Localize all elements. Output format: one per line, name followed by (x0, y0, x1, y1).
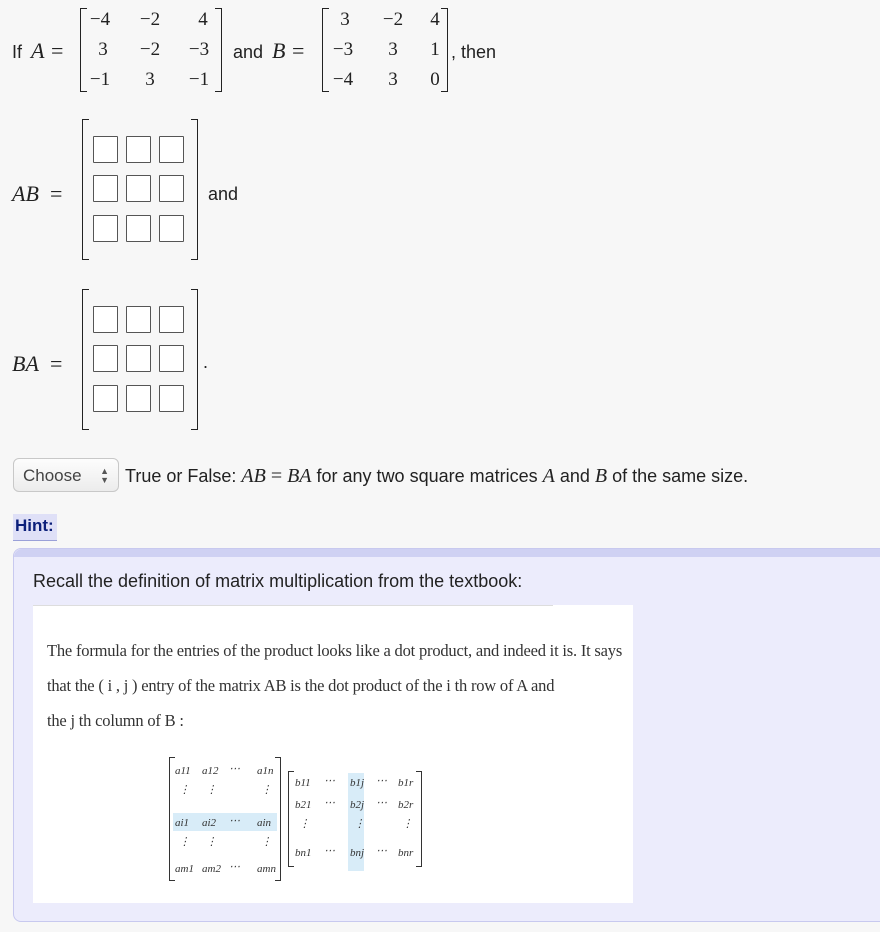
textbook-excerpt-image (33, 605, 633, 903)
excerpt-line-3: the j th column of B : (47, 711, 184, 730)
ba-entry-input[interactable] (93, 306, 118, 333)
matrix-b-cell: −3 (332, 39, 354, 60)
matrix-a-cell: −2 (139, 39, 161, 60)
ab-entry-input[interactable] (159, 136, 184, 163)
statement-a: A (542, 465, 555, 487)
hint-toggle-link[interactable]: Hint: (13, 514, 57, 541)
matrix-a-cell: 3 (145, 69, 155, 90)
statement-prefix: True or False: (125, 466, 242, 486)
statement-suffix: of the same size. (607, 466, 749, 486)
ba-entry-input[interactable] (93, 385, 118, 412)
excerpt-line-2: that the ( i , j ) entry of the matrix AB is the dot product of the i th row of A and (47, 676, 555, 695)
matrix-b-diagram: b11 ⋯ b1j ⋯ b1r b21 ⋯ b2j ⋯ b2r ⋮ ⋮ ⋮ bn1 ⋯ bnj ⋯ bnr (288, 771, 422, 867)
statement-b: B (594, 465, 608, 487)
equals-sign: = (292, 38, 305, 63)
equals-sign: = (50, 351, 63, 376)
then-label: , then (451, 42, 497, 62)
ab-entry-input[interactable] (126, 136, 151, 163)
matrix-a-cell: −1 (89, 69, 111, 90)
statement-eq: = (265, 465, 288, 487)
true-false-statement (125, 465, 748, 488)
matrix-b-cell: 0 (430, 69, 440, 90)
matrix-a-diagram: a11 a12 ⋯ a1n ⋮ ⋮ ⋮ ai1 ai2 ⋯ ain ⋮ ⋮ ⋮ am1 am2 ⋯ amn (169, 757, 281, 881)
ab-entry-input[interactable] (93, 215, 118, 242)
ab-entry-input[interactable] (126, 175, 151, 202)
matrix-b-cell: 1 (430, 39, 440, 60)
matrix-a-cell: −2 (139, 9, 161, 30)
ba-entry-input[interactable] (126, 345, 151, 372)
ba-label: BA (12, 351, 39, 376)
matrix-b-cell: 3 (340, 9, 350, 30)
matrix-b-cell: 4 (430, 9, 440, 30)
var-b-label: B (272, 38, 286, 63)
statement-and: and (554, 466, 595, 486)
matrix-b-cell: 3 (388, 39, 398, 60)
excerpt-line-1: The formula for the entries of the product looks like a dot product, and indeed it is. It says (47, 641, 623, 660)
equals-sign: = (51, 38, 64, 63)
statement-mid: for any two square matrices (311, 466, 543, 486)
matrix-b-cell: 3 (388, 69, 398, 90)
ab-and-label: and (208, 184, 239, 204)
matrix-a-cell: −3 (188, 39, 210, 60)
statement-ba: BA (287, 465, 312, 487)
select-value: Choose (23, 466, 82, 485)
ba-entry-input[interactable] (126, 385, 151, 412)
updown-arrows-icon: ▲ ▼ (100, 466, 109, 485)
ab-entry-input[interactable] (126, 215, 151, 242)
matrix-b-cell: −2 (382, 9, 404, 30)
equals-sign: = (50, 181, 63, 206)
matrix-a (80, 8, 222, 92)
matrix-a-cell: 3 (98, 39, 108, 60)
matrix-a-cell: −4 (89, 9, 111, 30)
statement-ab: AB (241, 465, 266, 487)
matrix-a-cell: −1 (188, 69, 210, 90)
ba-entry-input[interactable] (159, 306, 184, 333)
ab-entry-input[interactable] (159, 215, 184, 242)
ba-entry-input[interactable] (126, 306, 151, 333)
ab-entry-input[interactable] (93, 136, 118, 163)
ba-entry-input[interactable] (159, 345, 184, 372)
hint-intro-text: Recall the definition of matrix multiplication from the textbook: (33, 571, 523, 591)
matrix-b (322, 8, 448, 92)
ba-period: . (203, 352, 209, 372)
var-a-label: A (31, 38, 45, 63)
ba-entry-input[interactable] (93, 345, 118, 372)
ab-entry-input[interactable] (93, 175, 118, 202)
matrix-a-cell: 4 (198, 9, 208, 30)
ab-label: AB (12, 181, 39, 206)
matrix-b-cell: −4 (332, 69, 354, 90)
and-label: and (233, 42, 264, 62)
ab-entry-input[interactable] (159, 175, 184, 202)
ba-entry-input[interactable] (159, 385, 184, 412)
true-false-select[interactable] (13, 458, 119, 492)
if-label: If (12, 42, 23, 62)
